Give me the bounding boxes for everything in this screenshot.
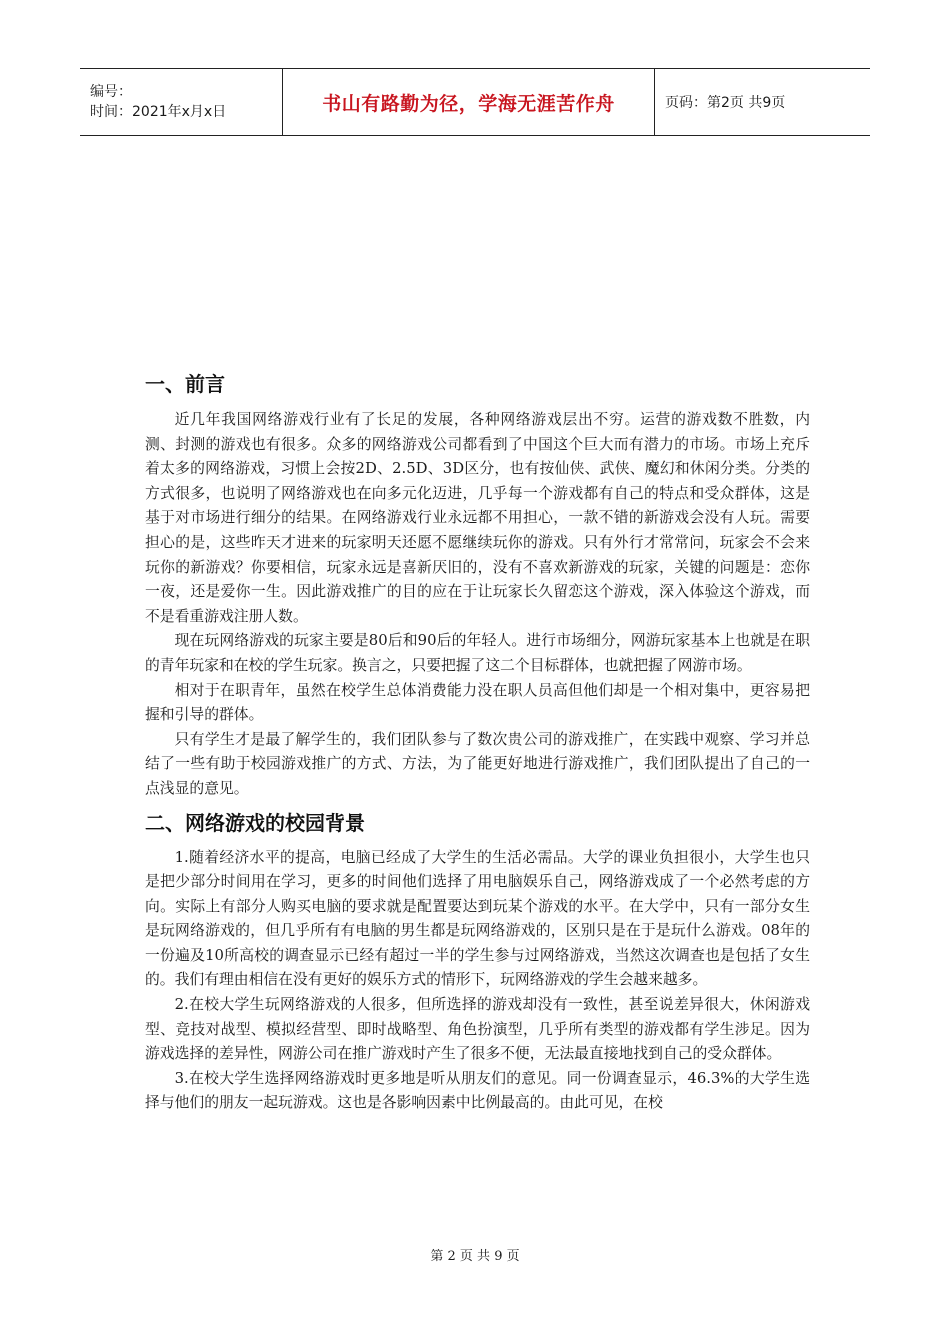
motto-text: 书山有路勤为径，学海无涯苦作舟 bbox=[322, 92, 615, 115]
paragraph: 1.随着经济水平的提高，电脑已经成了大学生的生活必需品。大学的课业负担很小，大学生也只是把少部分时间用在学习，更多的时间他们选择了用电脑娱乐自己，网络游戏成了一个必然考虑的方向。实际上有部分人购买电脑的要求就是配置要达到玩某个游戏的水平。在大学中，只有一部分女生是玩网络游戏的，但几乎所有有电脑的男生都是玩网络游戏的，区别只是在于是玩什么游戏。08年的一份遍及10所高校的调查显示已经有超过一半的学生参与过网络游戏，当然这次调查也是包括了女生的。我们有理由相信在没有更好的娱乐方式的情形下，玩网络游戏的学生会越来越多。 bbox=[145, 848, 810, 989]
paragraph: 相对于在职青年，虽然在校学生总体消费能力没在职人员高但他们却是一个相对集中，更容易把握和引导的群体。 bbox=[145, 681, 810, 724]
page-header bbox=[80, 68, 870, 136]
paragraph: 只有学生才是最了解学生的，我们团队参与了数次贵公司的游戏推广，在实践中观察、学习并总结了一些有助于校园游戏推广的方式、方法，为了能更好地进行游戏推广，我们团队提出了自己的一点浅显的意见。 bbox=[145, 730, 810, 797]
page-footer: 第 2 页 共 9 页 bbox=[430, 1249, 520, 1264]
section-heading-campus-background: 二、网络游戏的校园背景 bbox=[145, 810, 365, 835]
date-line: 时间：2021年x月x日 bbox=[90, 104, 227, 120]
header-motto bbox=[283, 69, 655, 135]
header-page-info bbox=[655, 69, 870, 135]
paragraph: 近几年我国网络游戏行业有了长足的发展，各种网络游戏层出不穷。运营的游戏数不胜数，内测、封测的游戏也有很多。众多的网络游戏公司都看到了中国这个巨大而有潜力的市场。市场上充斥着太多的网络游戏，习惯上会按2D、2.5D、3D区分，也有按仙侠、武侠、魔幻和休闲分类。分类的方式很多，也说明了网络游戏也在向多元化迈进，几乎每一个游戏都有自己的特点和受众群体，这是基于对市场进行细分的结果。在网络游戏行业永远都不用担心，一款不错的新游戏会没有人玩。需要担心的是，这些昨天才进来的玩家明天还愿不愿继续玩你的游戏。只有外行才常常问，玩家会不会来玩你的新游戏？你要相信，玩家永远是喜新厌旧的，没有不喜欢新游戏的玩家，关键的问题是：恋你一夜，还是爱你一生。因此游戏推广的目的应在于让玩家长久留恋这个游戏，深入体验这个游戏，而不是看重游戏注册人数。 bbox=[145, 411, 810, 625]
header-meta bbox=[80, 69, 283, 135]
document-body bbox=[145, 368, 810, 1116]
paragraph: 3.在校大学生选择网络游戏时更多地是听从朋友们的意见。同一份调查显示，46.3%的大学生选择与他们的朋友一起玩游戏。这也是各影响因素中比例最高的。由此可见，在校 bbox=[145, 1069, 810, 1112]
paragraph: 2.在校大学生玩网络游戏的人很多，但所选择的游戏却没有一致性，甚至说差异很大，休闲游戏型、竞技对战型、模拟经营型、即时战略型、角色扮演型，几乎所有类型的游戏都有学生涉足。因为游戏选择的差异性，网游公司在推广游戏时产生了很多不便，无法最直接地找到自己的受众群体。 bbox=[145, 996, 810, 1063]
number-label: 编号： bbox=[90, 84, 132, 100]
paragraph: 现在玩网络游戏的玩家主要是80后和90后的年轻人。进行市场细分，网游玩家基本上也就是在职的青年玩家和在校的学生玩家。换言之，只要把握了这二个目标群体，也就把握了网游市场。 bbox=[145, 632, 810, 674]
section-heading-preface: 一、前言 bbox=[145, 372, 225, 396]
page-info-text: 页码：第2页 共9页 bbox=[665, 95, 786, 111]
